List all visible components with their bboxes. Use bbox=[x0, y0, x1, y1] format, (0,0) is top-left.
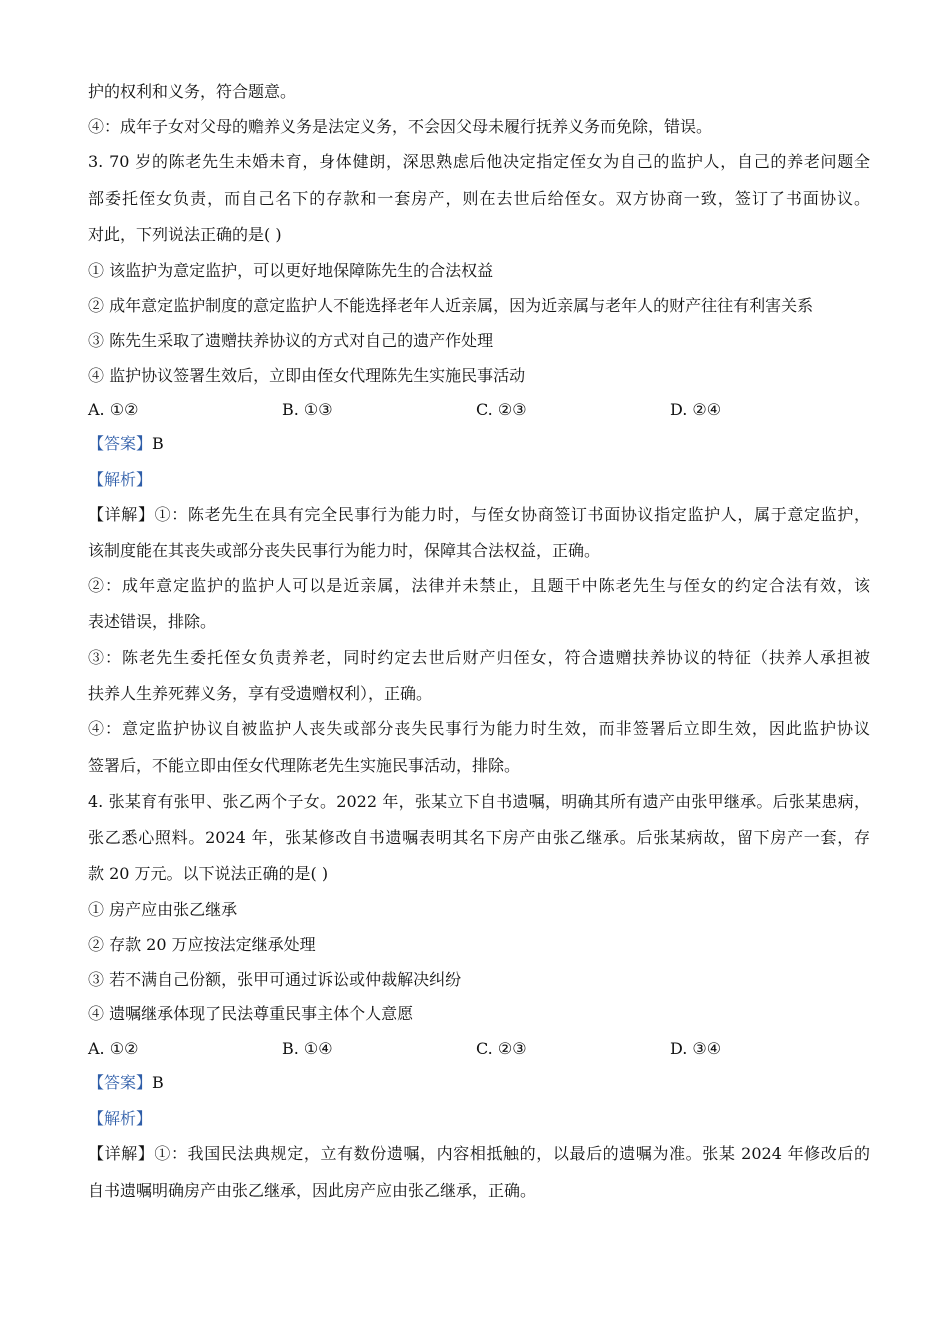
q3-detail-line bbox=[88, 505, 870, 525]
answer-value: B bbox=[152, 1073, 164, 1092]
q3-stem-line: 3. 70 岁的陈老先生未婚未育，身体健朗，深思熟虑后他决定指定侄女为自己的监护人，自己的养老问题全 bbox=[88, 152, 870, 171]
q4-option-c: C. ②③ bbox=[476, 1039, 527, 1058]
q3-answer-line bbox=[88, 434, 870, 454]
q3-option-c: C. ②③ bbox=[476, 400, 527, 419]
q3-detail-line: ③：陈老先生委托侄女负责养老，同时约定去世后财产归侄女，符合遗赠扶养协议的特征（扶养人承担被 bbox=[88, 648, 870, 667]
q3-detail-line: ②：成年意定监护的监护人可以是近亲属，法律并未禁止，且题干中陈老先生与侄女的约定合法有效，该 bbox=[88, 576, 870, 595]
q4-stem-line: 4. 张某育有张甲、张乙两个子女。2022 年，张某立下自书遗嘱，明确其所有遗产由张甲继承。后张某患病， bbox=[88, 792, 870, 811]
detail-text: ①：陈老先生在具有完全民事行为能力时，与侄女协商签订书面协议指定监护人，属于意定监护， bbox=[154, 505, 870, 524]
q3-item: ④ 监护协议签署生效后，立即由侄女代理陈先生实施民事活动 bbox=[88, 366, 526, 385]
q3-detail-line: 表述错误，排除。 bbox=[88, 612, 217, 631]
q4-analysis-line bbox=[88, 1109, 870, 1129]
analysis-label: 【解析】 bbox=[88, 470, 153, 489]
q3-detail-line: 扶养人生养死葬义务，享有受遗赠权利），正确。 bbox=[88, 684, 433, 703]
q3-analysis-line bbox=[88, 470, 870, 490]
q3-item: ② 成年意定监护制度的意定监护人不能选择老年人近亲属，因为近亲属与老年人的财产往往有利害关系 bbox=[88, 296, 814, 315]
q3-item: ① 该监护为意定监护，可以更好地保障陈先生的合法权益 bbox=[88, 261, 494, 280]
detail-label: 【详解】 bbox=[88, 1144, 155, 1163]
q4-detail-line bbox=[88, 1144, 870, 1164]
detail-label: 【详解】 bbox=[88, 505, 155, 524]
q4-item: ① 房产应由张乙继承 bbox=[88, 900, 238, 919]
q4-item: ② 存款 20 万应按法定继承处理 bbox=[88, 935, 316, 954]
q4-answer-line bbox=[88, 1073, 870, 1093]
prev-analysis-line: 护的权利和义务，符合题意。 bbox=[88, 82, 297, 101]
q3-detail-line: ④：意定监护协议自被监护人丧失或部分丧失民事行为能力时生效，而非签署后立即生效，因此监护协议 bbox=[88, 719, 870, 738]
prev-analysis-line: ④：成年子女对父母的赡养义务是法定义务，不会因父母未履行抚养义务而免除，错误。 bbox=[88, 117, 713, 136]
q3-stem-line: 对此，下列说法正确的是( ) bbox=[88, 225, 282, 244]
q4-detail-line: 自书遗嘱明确房产由张乙继承，因此房产应由张乙继承，正确。 bbox=[88, 1181, 537, 1200]
q4-option-b: B. ①④ bbox=[282, 1039, 333, 1058]
q4-stem-line: 张乙悉心照料。2024 年，张某修改自书遗嘱表明其名下房产由张乙继承。后张某病故，留下房产一套，存 bbox=[88, 828, 870, 847]
q3-option-a: A. ①② bbox=[88, 400, 139, 419]
q3-option-b: B. ①③ bbox=[282, 400, 333, 419]
q3-stem-line: 部委托侄女负责，而自己名下的存款和一套房产，则在去世后给侄女。双方协商一致，签订了书面协议。 bbox=[88, 189, 870, 208]
q3-detail-line: 签署后，不能立即由侄女代理陈老先生实施民事活动，排除。 bbox=[88, 756, 521, 775]
q4-option-d: D. ③④ bbox=[670, 1039, 722, 1058]
q3-detail-line: 该制度能在其丧失或部分丧失民事行为能力时，保障其合法权益，正确。 bbox=[88, 541, 601, 560]
q4-stem-line: 款 20 万元。以下说法正确的是( ) bbox=[88, 864, 329, 883]
analysis-label: 【解析】 bbox=[88, 1109, 153, 1128]
detail-text: ①：我国民法典规定，立有数份遗嘱，内容相抵触的，以最后的遗嘱为准。张某 2024 年修改后的 bbox=[154, 1144, 870, 1163]
answer-label: 【答案】 bbox=[88, 1073, 153, 1092]
answer-label: 【答案】 bbox=[88, 434, 153, 453]
q4-item: ④ 遗嘱继承体现了民法尊重民事主体个人意愿 bbox=[88, 1004, 414, 1023]
q3-item: ③ 陈先生采取了遗赠扶养协议的方式对自己的遗产作处理 bbox=[88, 331, 494, 350]
answer-value: B bbox=[152, 434, 164, 453]
q3-option-d: D. ②④ bbox=[670, 400, 722, 419]
q4-option-a: A. ①② bbox=[88, 1039, 139, 1058]
q4-item: ③ 若不满自己份额，张甲可通过诉讼或仲裁解决纠纷 bbox=[88, 970, 462, 989]
